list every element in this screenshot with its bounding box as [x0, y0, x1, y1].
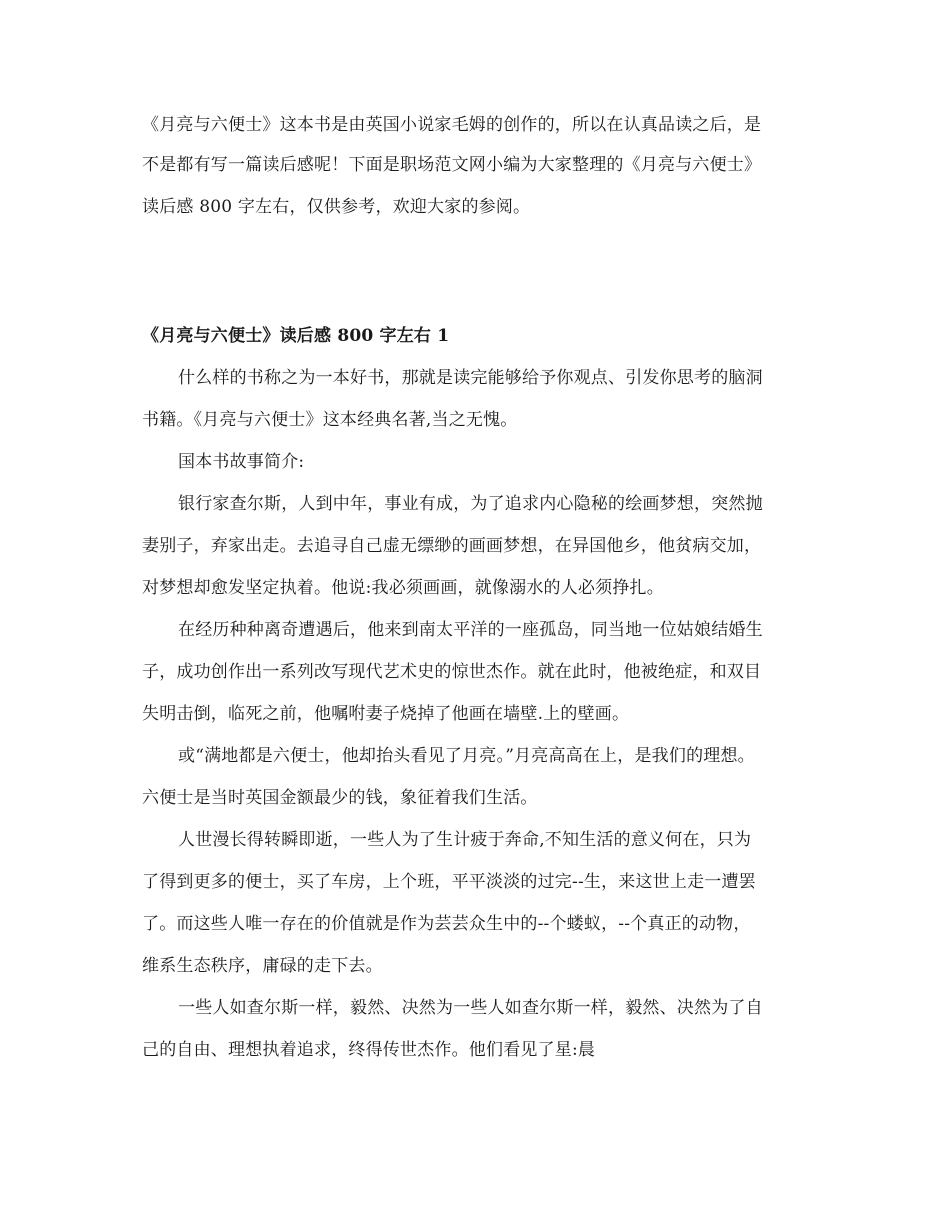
paragraph-line: 失明击倒，临死之前，他嘱咐妻子烧掉了他画在墙壁.上的壁画。	[142, 704, 630, 724]
paragraph-line: 了。而这些人唯一存在的价值就是作为芸芸众生中的--个蝼蚁，--个真正的动物，	[142, 914, 751, 934]
paragraph-line: 维系生态秩序，庸碌的走下去。	[142, 956, 383, 976]
paragraph-line: 妻别子，弃家出走。去追寻自己虚无缥缈的画画梦想，在异国他乡，他贫病交加，	[142, 536, 762, 556]
paragraph-line: 对梦想却愈发坚定执着。他说:我必须画画，就像溺水的人必须挣扎。	[142, 578, 664, 598]
paragraph-line: 书籍。《月亮与六便士》这本经典名著,当之无愧。	[142, 410, 518, 430]
paragraph-line: 或“满地都是六便士，他却抬头看见了月亮。”月亮高高在上，是我们的理想。	[178, 746, 755, 766]
paragraph-line: 了得到更多的便士，买了车房，上个班，平平淡淡的过完--生，来这世上走一遭罢	[142, 872, 756, 892]
paragraph-line: 人世漫长得转瞬即逝，一些人为了生计疲于奔命,不知生活的意义何在，只为	[178, 830, 752, 850]
paragraph-line: 银行家查尔斯，人到中年，事业有成，为了追求内心隐秘的绘画梦想，突然抛	[178, 494, 763, 514]
section-heading: 《月亮与六便士》读后感 800 字左右 1	[142, 326, 450, 346]
paragraph-line: 己的自由、理想执着追求，终得传世杰作。他们看见了星:晨	[142, 1040, 596, 1060]
paragraph-line: 国本书故事简介:	[178, 452, 305, 472]
intro-line-2: 不是都有写一篇读后感呢！下面是职场范文网小编为大家整理的《月亮与六便士》	[142, 155, 762, 175]
intro-line-3: 读后感 800 字左右，仅供参考，欢迎大家的参阅。	[142, 197, 531, 217]
paragraph-line: 子，成功创作出一系列改写现代艺术史的惊世杰作。就在此时，他被绝症，和双目	[142, 662, 762, 682]
intro-line-1: 《月亮与六便士》这本书是由英国小说家毛姆的创作的，所以在认真品读之后，是	[142, 115, 762, 135]
paragraph-line: 一些人如查尔斯一样，毅然、决然为一些人如查尔斯一样，毅然、决然为了自	[178, 998, 763, 1018]
paragraph-line: 在经历种种离奇遭遇后，他来到南太平洋的一座孤岛，同当地一位姑娘结婚生	[178, 620, 763, 640]
paragraph-line: 六便士是当时英国金额最少的钱，象征着我们生活。	[142, 788, 538, 808]
paragraph-line: 什么样的书称之为一本好书，那就是读完能够给予你观点、引发你思考的脑洞	[178, 368, 763, 388]
